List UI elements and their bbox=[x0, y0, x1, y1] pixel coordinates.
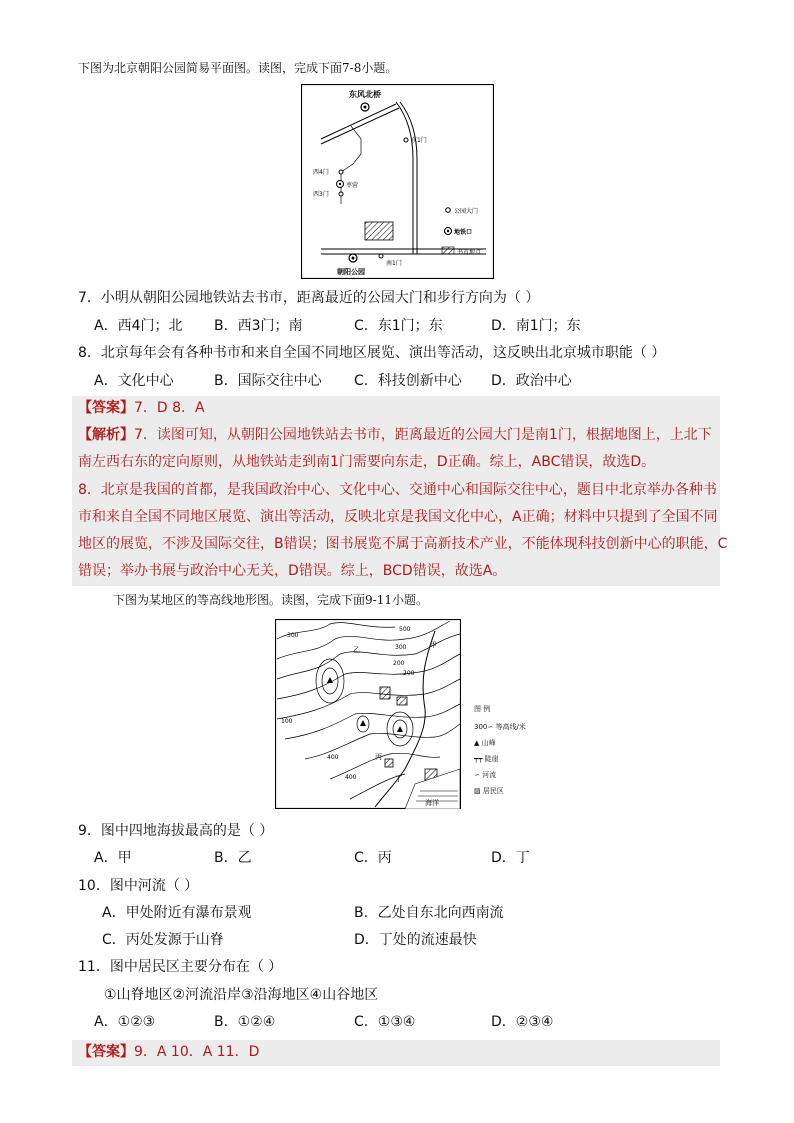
intro-7-8: 下图为北京朝阳公园简易平面图。读图，完成下面7-8小题。 bbox=[78, 61, 398, 75]
svg-text:朝阳公园: 朝阳公园 bbox=[337, 268, 365, 276]
svg-text:枣营: 枣营 bbox=[346, 182, 359, 189]
svg-text:公园大门: 公园大门 bbox=[454, 208, 479, 215]
legend-town: ▨ 居民区 bbox=[474, 787, 504, 795]
legend-contour: 300∽ 等高线/米 bbox=[474, 723, 526, 731]
svg-text:300: 300 bbox=[287, 632, 299, 639]
q8-stem: 8．北京每年会有各种书市和来自全国不同地区展览、演出等活动，这反映出北京城市职能（ ） bbox=[78, 345, 666, 361]
q11-option-d[interactable]: D．②③④ bbox=[491, 1014, 554, 1030]
analysis-text-1: 7．读图可知，从朝阳公园地铁站去书市，距离最近的公园大门是南1门，根据地图上，上北下 bbox=[134, 427, 712, 443]
legend-title: 图 例 bbox=[474, 705, 491, 713]
q7-option-c[interactable]: C．东1门；东 bbox=[354, 318, 443, 334]
svg-text:海洋: 海洋 bbox=[425, 799, 439, 807]
q8-option-d[interactable]: D．政治中心 bbox=[491, 373, 572, 389]
svg-text:地铁口: 地铁口 bbox=[454, 229, 473, 236]
svg-text:500: 500 bbox=[399, 626, 411, 633]
contour-map bbox=[275, 619, 461, 809]
legend-cliff: ┯┯ 陡崖 bbox=[474, 755, 499, 763]
analysis-line-3: 8．北京是我国的首都，是我国政治中心、文化中心、交通中心和国际交往中心，题目中北京举办各种书 bbox=[78, 482, 717, 498]
q8-option-a[interactable]: A．文化中心 bbox=[94, 373, 174, 389]
q8-option-b[interactable]: B．国际交往中心 bbox=[214, 373, 322, 389]
q9-option-c[interactable]: C．丙 bbox=[354, 850, 392, 866]
q7-stem: 7．小明从朝阳公园地铁站去书市，距离最近的公园大门和步行方向为（ ） bbox=[78, 290, 540, 306]
answer-1 bbox=[78, 398, 205, 418]
q7-option-b[interactable]: B．西3门；南 bbox=[214, 318, 303, 334]
q9-option-b[interactable]: B．乙 bbox=[214, 850, 252, 866]
svg-text:东1门: 东1门 bbox=[411, 137, 427, 144]
svg-text:东风北桥: 东风北桥 bbox=[349, 90, 381, 99]
answer-text: 7．D 8．A bbox=[134, 400, 205, 416]
svg-text:丁: 丁 bbox=[395, 775, 402, 783]
q11-option-b[interactable]: B．①②④ bbox=[214, 1014, 276, 1030]
legend-peak: ▲ 山峰 bbox=[474, 739, 496, 747]
analysis-line-1 bbox=[78, 425, 720, 445]
svg-text:西3门: 西3门 bbox=[313, 191, 329, 198]
svg-text:南1门: 南1门 bbox=[386, 260, 402, 267]
svg-text:西4门: 西4门 bbox=[313, 169, 329, 176]
analysis-line-4: 市和来自全国不同地区展览、演出等活动，反映北京是我国文化中心，A正确；材料中只提到了全国不同 bbox=[78, 509, 718, 525]
svg-text:甲: 甲 bbox=[430, 641, 437, 649]
svg-text:200: 200 bbox=[403, 670, 415, 677]
svg-text:300: 300 bbox=[395, 644, 407, 651]
svg-text:乙: 乙 bbox=[353, 646, 360, 654]
answer-tag-2: 【答案】 bbox=[78, 1044, 134, 1060]
contour-legend bbox=[474, 704, 526, 796]
svg-text:丙: 丙 bbox=[375, 753, 382, 761]
q10-stem: 10．图中河流（ ） bbox=[78, 878, 199, 894]
q10-option-a[interactable]: A．甲处附近有瀑布景观 bbox=[102, 905, 252, 921]
answer-tag: 【答案】 bbox=[78, 400, 134, 416]
park-map bbox=[301, 84, 494, 279]
svg-text:书市地点: 书市地点 bbox=[457, 249, 482, 256]
legend-river: ∽ 河流 bbox=[474, 771, 497, 779]
q10-option-c[interactable]: C．丙处发源于山脊 bbox=[102, 932, 224, 948]
svg-text:100: 100 bbox=[281, 718, 293, 725]
analysis-tag: 【解析】 bbox=[78, 427, 134, 443]
analysis-line-2: 南左西右东的定向原则，从地铁站走到南1门需要向东走，D正确。综上，ABC错误，故选D。 bbox=[78, 454, 656, 470]
q11-option-a[interactable]: A．①②③ bbox=[94, 1014, 156, 1030]
analysis-line-6: 错误；举办书展与政治中心无关，D错误。综上，BCD错误，故选A。 bbox=[78, 563, 507, 579]
q7-option-d[interactable]: D．南1门；东 bbox=[491, 318, 581, 334]
q9-option-a[interactable]: A．甲 bbox=[94, 850, 132, 866]
answer-2 bbox=[78, 1042, 259, 1062]
q9-stem: 9．图中四地海拔最高的是（ ） bbox=[78, 823, 274, 839]
q8-option-c[interactable]: C．科技创新中心 bbox=[354, 373, 462, 389]
svg-text:400: 400 bbox=[345, 774, 357, 781]
intro-9-11: 下图为某地区的等高线地形图。读图，完成下面9-11小题。 bbox=[113, 593, 428, 607]
q7-option-a[interactable]: A．西4门；北 bbox=[94, 318, 183, 334]
q11-option-c[interactable]: C．①③④ bbox=[354, 1014, 416, 1030]
q9-option-d[interactable]: D．丁 bbox=[491, 850, 530, 866]
q11-stem: 11．图中居民区主要分布在（ ） bbox=[78, 959, 283, 975]
analysis-line-5: 地区的展览，不涉及国际交往，B错误；图书展览不属于高新技术产业，不能体现科技创新中心的职能，C bbox=[78, 536, 728, 552]
svg-text:200: 200 bbox=[393, 660, 405, 667]
answer-text-2: 9．A 10．A 11．D bbox=[134, 1044, 260, 1060]
q11-items: ①山脊地区②河流沿岸③沿海地区④山谷地区 bbox=[104, 987, 379, 1003]
svg-text:400: 400 bbox=[327, 754, 339, 761]
q10-option-d[interactable]: D．丁处的流速最快 bbox=[354, 932, 477, 948]
q10-option-b[interactable]: B．乙处自东北向西南流 bbox=[354, 905, 504, 921]
